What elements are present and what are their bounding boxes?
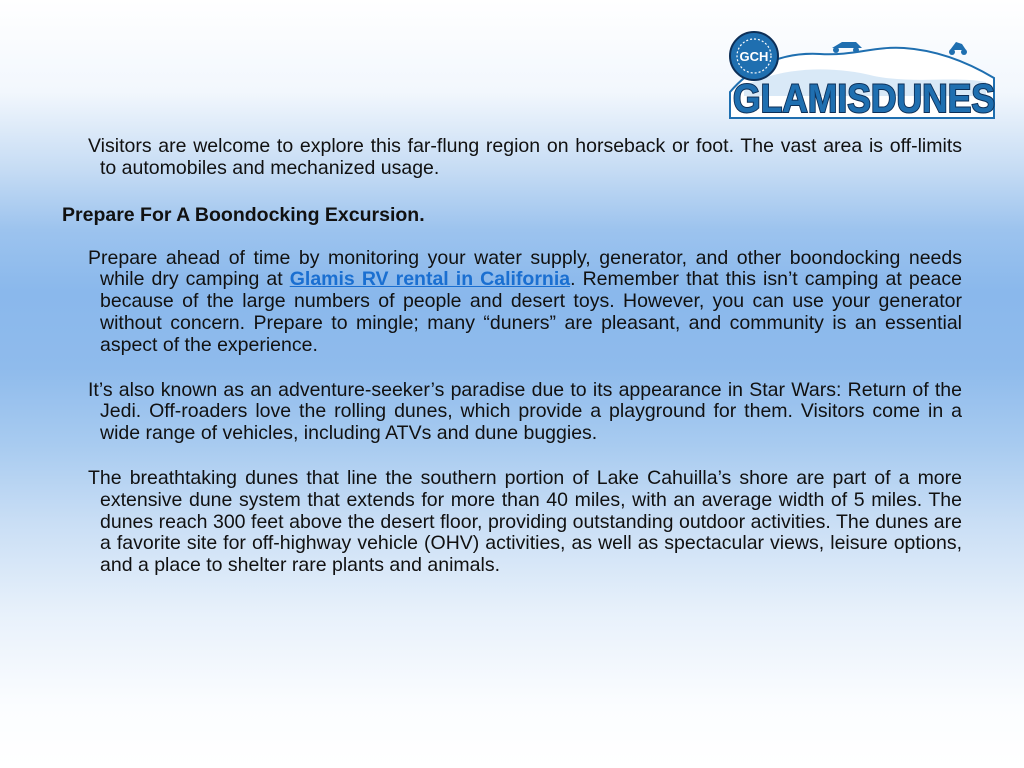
section-heading: Prepare For A Boondocking Excursion. bbox=[62, 203, 425, 226]
paragraph-dunes: The breathtaking dunes that line the southern portion of Lake Cahuilla’s shore are part of a more extensive dune system that extends for more than 40 miles, with an average width of 5 miles. The dunes reach 300 feet above the desert floor, providing outstanding outdoor activities. The dunes are a favorite site for off-highway vehicle (OHV) activities, as well as spectacular views, leisure options, and a place to shelter rare plants and animals. bbox=[88, 466, 962, 577]
logo-badge-text: GCH bbox=[739, 49, 769, 64]
slide-content bbox=[62, 136, 962, 577]
paragraph-visitors: Visitors are welcome to explore this far-flung region on horseback or foot. The vast area is off-limits to automobiles and mechanized usage. bbox=[88, 135, 962, 179]
paragraph-prepare-text-after: . Remember that this isn’t camping at peace because of the large numbers of people and desert toys. However, you can use your generator without concern. Prepare to mingle; many “duners” are pleasant, and community is an essential aspect of the experience. bbox=[100, 268, 962, 356]
paragraph-prepare-text-before: Prepare ahead of time by monitoring your water supply, generator, and other boondocking needs while dry camping at bbox=[88, 246, 962, 291]
glamis-rv-rental-link[interactable]: Glamis RV rental in California bbox=[289, 268, 571, 291]
logo-brand-text: GLAMISDUNES bbox=[733, 77, 995, 121]
paragraph-prepare bbox=[88, 248, 962, 357]
paragraph-adventure: It’s also known as an adventure-seeker’s paradise due to its appearance in Star Wars: Return of the Jedi. Off-roaders love the rolling dunes, which provide a playground for them. Visitors come in a wide range of vehicles, including ATVs and dune buggies. bbox=[88, 378, 962, 445]
logo-badge bbox=[730, 32, 778, 80]
glamis-dunes-logo bbox=[724, 26, 1000, 122]
